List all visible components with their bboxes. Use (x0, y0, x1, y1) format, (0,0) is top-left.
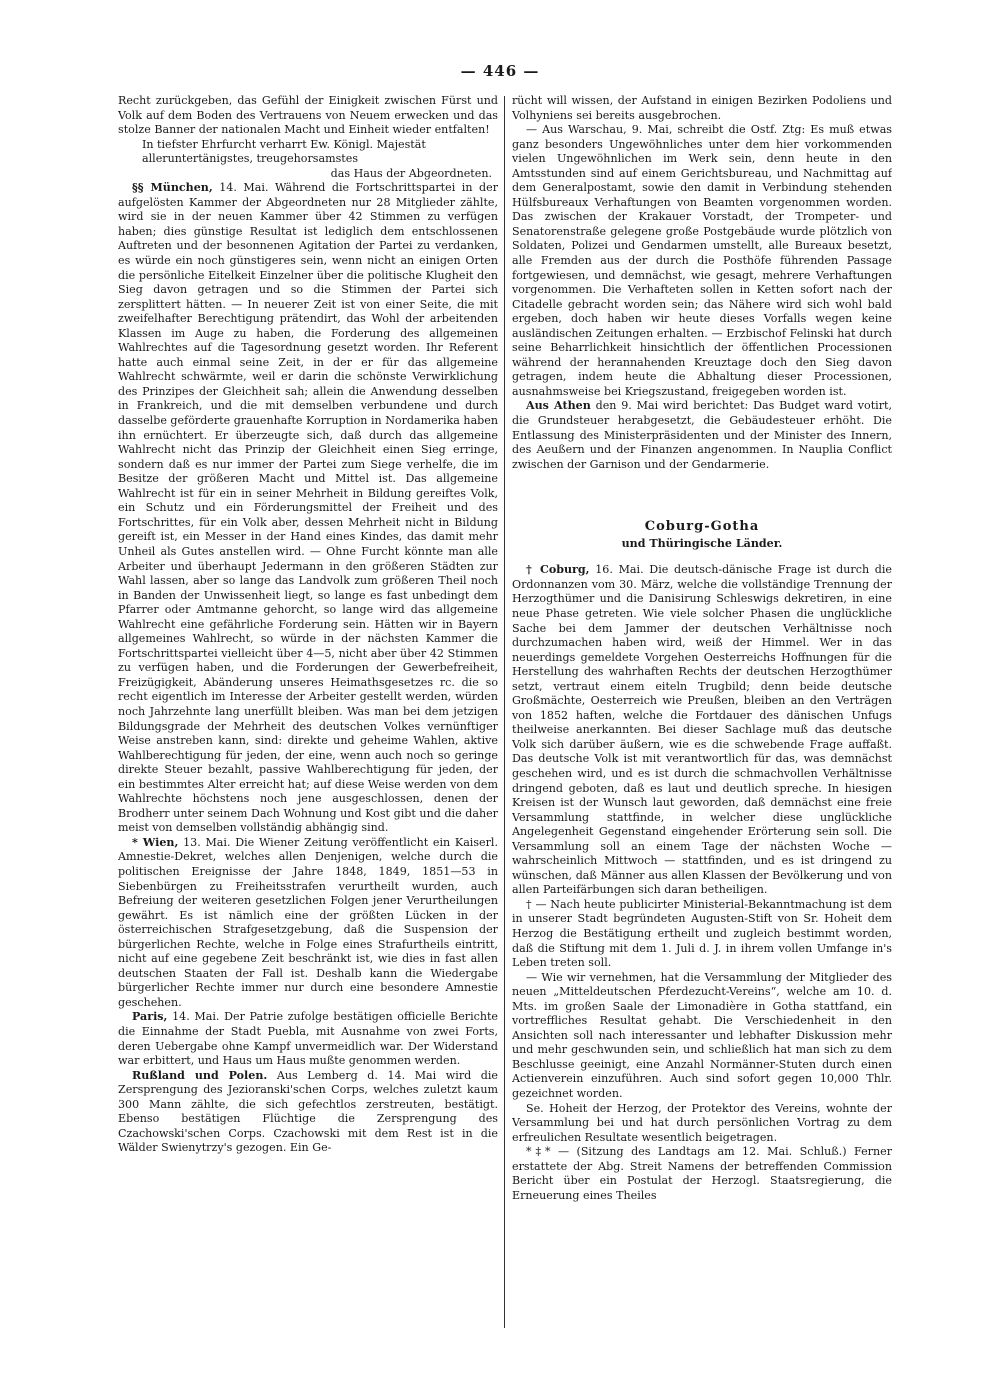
article-landtag: *‡* — (Sitzung des Landtags am 12. Mai. Schluß.) Ferner erstattete der Abg. Streit Namens der betreffenden Commission Bericht über ein Postulat der Herzogl. Staatsregierung, die Erneuerung eines Theiles (512, 1145, 892, 1202)
address-signature: das Haus der Abgeordneten. (330, 166, 492, 180)
article-coburg-text: 16. Mai. Die deutsch-dänische Frage ist durch die Ordonnanzen vom 30. März, welche die vollständige Trennung der Herzogthümer und die Danisirung Schleswigs dekretiren, in eine neue Phase getreten. Wie viele solcher Phasen die unglückliche Sache bei dem Jammer der deutschen Verhältnisse noch durchzumachen haben wird, weiß der Himmel. Wer in das neuerdings gemeldete Vorgehen Oesterreichs Hoffnungen für die Herstellung des wahrhaften Rechts der deutschen Herzogthümer setzt, vertraut einem eiteln Trugbild; denn beide deutsche Großmächte, Oesterreich wie Preußen, bleiben an den Verträgen von 1852 haften, welche die Fortdauer des dänischen Unfugs theilweise anerkannten. Bei dieser Sachlage muß das deutsche Volk sich darüber äußern, wie es die schwebende Frage auffaßt. Das deutsche Volk ist mit verantwortlich für das, was demnächst geschehen wird, und es ist durch die schmachvollen Verhältnisse dringend geboten, daß es laut und deutlich spreche. In hiesigen Kreisen ist der Wunsch laut geworden, daß demnächst eine freie Versammlung stattfinde, in welcher diese unglückliche Angelegenheit Gegenstand eingehender Erörterung sein soll. Die Versammlung soll an einem Tage der nächsten Woche — wahrscheinlich Mittwoch — stattfinden, und es ist dringend zu wünschen, daß Männer aus allen Klassen der Bevölkerung und von allen Parteifärbungen sich daran betheiligen. (512, 563, 892, 897)
article-athen-text: den 9. Mai wird berichtet: Das Budget ward votirt, die Grundsteuer herabgesetzt, die Gebäudesteuer erhöht. Die Entlassung des Ministerpräsidenten und der Minister des Innern, des Aeußern und der Finanzen angenommen. In Nauplia Conflict zwischen der Garnison und der Gendarmerie. (512, 399, 892, 471)
article-athen (512, 399, 892, 472)
dateline-athen: Aus Athen (526, 399, 591, 413)
left-column (118, 94, 498, 1329)
dateline-wien: * Wien, (132, 835, 179, 849)
section-subheading: und Thüringische Länder. (621, 536, 783, 550)
dateline-paris: Paris, (132, 1010, 168, 1024)
section-heading: Coburg-Gotha (644, 519, 760, 535)
article-russland (118, 1069, 498, 1156)
dateline-russland: Rußland und Polen. (132, 1068, 268, 1082)
article-pferdezucht-verein: — Wie wir vernehmen, hat die Versammlung der Mitglieder des neuen „Mitteldeutschen Pferdezucht-Vereins“, welche am 10. d. Mts. im großen Saale der Limonadière in Gotha stattfand, ein vortreffliches Resultat gehabt. Die Verschiedenheit in den Ansichten soll nach interessanter und lebhafter Diskussion mehr und mehr geschwunden sein, und schließlich hat man sich zu dem Beschlusse geeinigt, eine Anzahl Normänner-Stuten durch einen Actienverein einzuführen. Auch sind sofort gegen 10,000 Thlr. gezeichnet worden. (512, 970, 892, 1100)
article-continuation: rücht will wissen, der Aufstand in einigen Bezirken Podoliens und Volhyniens sei bereits ausgebrochen. (512, 94, 892, 122)
article-coburg (512, 563, 892, 898)
article-muenchen (118, 181, 498, 836)
article-paris (118, 1010, 498, 1068)
column-divider (504, 96, 505, 1328)
address-valediction: alleruntertänigstes, treugehorsamstes (142, 152, 359, 166)
dateline-coburg: † Coburg, (526, 563, 590, 577)
article-protektor: Se. Hoheit der Herzog, der Protektor des Vereins, wohnte der Versammlung bei und hat durch persönlichen Vortrag zu dem erfreulichen Resultate wesentlich beigetragen. (512, 1101, 892, 1144)
right-column (512, 94, 892, 1342)
article-warschau: — Aus Warschau, 9. Mai, schreibt die Ostf. Ztg: Es muß etwas ganz besonders Ungewöhnliches unter dem hier vorkommenden vielen Ungewöhnlichen im Werk sein, denn heute in den Amtsstunden sind auf einem Gerichtsbureau, und Nachmittag auf dem Generalpostamt, sowie den damit in Verbindung stehenden Hülfsbureaux Verhaftungen von Beamten vorgenommen worden. Das zwischen der Krakauer Vorstadt, der Trompeter- und Senatorenstraße gelegene große Postgebäude wurde plötzlich von Soldaten, Polizei und Gendarmen umstellt, alle Bureaux besetzt, alle Fremden aus der durch die Posthöfe führenden Passage fortgewiesen, und demnächst, wie gesagt, mehrere Verhaftungen vorgenommen. Die Verhafteten sollen in Ketten sofort nach der Citadelle gebracht worden sein; das Nähere wird sich wohl bald ergeben, doch haben wir heute dieses Vorfalls wegen keine ausländischen Zeitungen erhalten. — Erzbischof Felinski hat durch seine Beharrlichkeit hinsichtlich der öffentlichen Processionen während der herannahenden Kreuztage doch den Sieg davon getragen, indem heute die Abhaltung dieser Processionen, ausnahmsweise bei Kriegszustand, freigegeben worden ist. (512, 123, 892, 398)
address-closing-paragraph: Recht zurückgeben, das Gefühl der Einigkeit zwischen Fürst und Volk auf dem Boden des Vertrauens von Neuem erwecken und das stolze Banner der nationalen Macht und Einheit wieder entfalten! (118, 94, 498, 137)
article-augusten-stift: † — Nach heute publicirter Ministerial-Bekanntmachung ist dem in unserer Stadt begründeten Augusten-Stift von Sr. Hoheit dem Herzog die Bestätigung ertheilt und zugleich bestimmt worden, daß die Stiftung mit dem 1. Juli d. J. in ihrem vollen Umfange in's Leben treten soll. (512, 897, 892, 970)
article-muenchen-text: 14. Mai. Während die Fortschrittspartei in der aufgelösten Kammer der Abgeordneten nur 28 Mitglieder zählte, wird sie in der neuen Kammer über 42 Stimmen zu verfügen haben; dies günstige Resultat ist lediglich dem entschlossenen Auftreten und der besonnenen Agitation der Partei zu verdanken, es würde ein noch günstigeres sein, wenn nicht an einigen Orten die persönliche Eitelkeit Einzelner über die politische Klugheit den Sieg davon getragen und so die Stimmen der Partei sich zersplittert hätten. — In neuerer Zeit ist von einer Seite, die mit zweifelhafter Berechtigung prätendirt, das Wohl der arbeitenden Klassen im Auge zu haben, die Forderung des allgemeinen Wahlrechtes auf die Tagesordnung gesetzt worden. Ihr Referent hatte auch einmal seine Zeit, in der er für das allgemeine Wahlrecht schwärmte, weil er darin die schönste Verwirklichung des Prinzipes der Gleichheit sah; allein die Anwendung desselben in Frankreich, und die mit demselben verbundene und durch dasselbe geförderte grauenhafte Korruption in Nordamerika haben ihn ernüchtert. Er überzeugte sich, daß durch das allgemeine Wahlrecht nicht das Prinzip der Gleichheit einen Sieg erringe, sondern daß es nur immer der Partei zum Siege verhelfe, die im Besitze der größeren Macht und Mittel ist. Das allgemeine Wahlrecht ist für ein in seiner Mehrheit in Bildung gereiftes Volk, ein Schutz und ein Förderungsmittel der Freiheit und des Fortschrittes, für ein Volk aber, dessen Mehrheit nicht in Bildung gereift ist, ein Messer in der Hand eines Kindes, das damit mehr Unheil als Gutes anstellen wird. — Ohne Furcht könnte man alle Arbeiter und überhaupt Jedermann in den größeren Städten zur Wahl lassen, aber so lange das Landvolk zum größeren Theil noch in Banden der Unwissenheit liegt, so lange es fast unbedingt dem Pfarrer oder Amtmanne gehorcht, so lange wird das allgemeine Wahlrecht eine gefährliche Forderung sein. Hätten wir in Bayern allgemeines Wahlrecht, so würde in der nächsten Kammer die Fortschrittspartei vielleicht über 4—5, nicht aber über 42 Stimmen zu verfügen haben, und die Forderungen der Gewerbefreiheit, Freizügigkeit, Abänderung unseres Heimathsgesetzes rc. die so recht eigentlich im Interesse der Arbeiter gestellt werden, würden noch Jahrzehnte lang unerfüllt bleiben. Was man bei dem jetzigen Bildungsgrade der Mehrheit des deutschen Volkes vernünftiger Weise anstreben kann, sind: direkte und geheime Wahlen, aktive Wahlberechtigung für jeden, der eine, wenn auch noch so geringe direkte Steuer bezahlt, passive Wahlberechtigung für jeden, der ein bestimmtes Alter erreicht hat; auf diese Weise werden von dem Wahlrechte höchstens noch jene ausgeschlossen, denen der Brodherr unter seinem Dach Wohnung und Kost gibt und die daher meist von demselben vollständig abhängig sind. (118, 181, 498, 835)
article-wien (118, 836, 498, 1011)
article-russland-text: Aus Lemberg d. 14. Mai wird die Zersprengung des Jezioranski'schen Corps, welches zuletzt kaum 300 Mann zählte, die sich gefechtlos zerstreuten, bestätigt. Ebenso bestätigen Flüchtige die Zersprengung des Czachowski'schen Corps. Czachowski mit dem Rest ist in die Wälder Swienytrzy's gezogen. Ein Ge- (118, 1068, 498, 1155)
dateline-muenchen: §§ München, (132, 181, 213, 195)
article-paris-text: 14. Mai. Der Patrie zufolge bestätigen officielle Berichte die Einnahme der Stadt Puebla, mit Ausnahme von zwei Forts, deren Uebergabe ohne Kampf unvermeidlich war. Der Widerstand war erbittert, und Haus um Haus mußte genommen werden. (118, 1010, 498, 1068)
address-salutation: In tiefster Ehrfurcht verharrt Ew. Königl. Majestät (142, 137, 426, 151)
page-number: — 446 — (460, 62, 540, 80)
article-wien-text: 13. Mai. Die Wiener Zeitung veröffentlicht ein Kaiserl. Amnestie-Dekret, welches allen Denjenigen, welche durch die politischen Ereignisse der Jahre 1848, 1849, 1851—53 in Siebenbürgen zu Freiheitsstrafen verurtheilt wurden, auch Befreiung der weiteren gesetzlichen Folgen jener Verurtheilungen gewährt. Es ist nämlich eine der größten Lücken in der österreichischen Strafgesetzgebung, daß die Suspension der bürgerlichen Rechte, welche in Folge eines Strafurtheils eintritt, nicht auf eine gegebene Zeit beschränkt ist, wie dies in fast allen deutschen Staaten der Fall ist. Deshalb kann die Wiedergabe bürgerlicher Rechte immer nur durch eine besondere Amnestie geschehen. (118, 835, 498, 1009)
